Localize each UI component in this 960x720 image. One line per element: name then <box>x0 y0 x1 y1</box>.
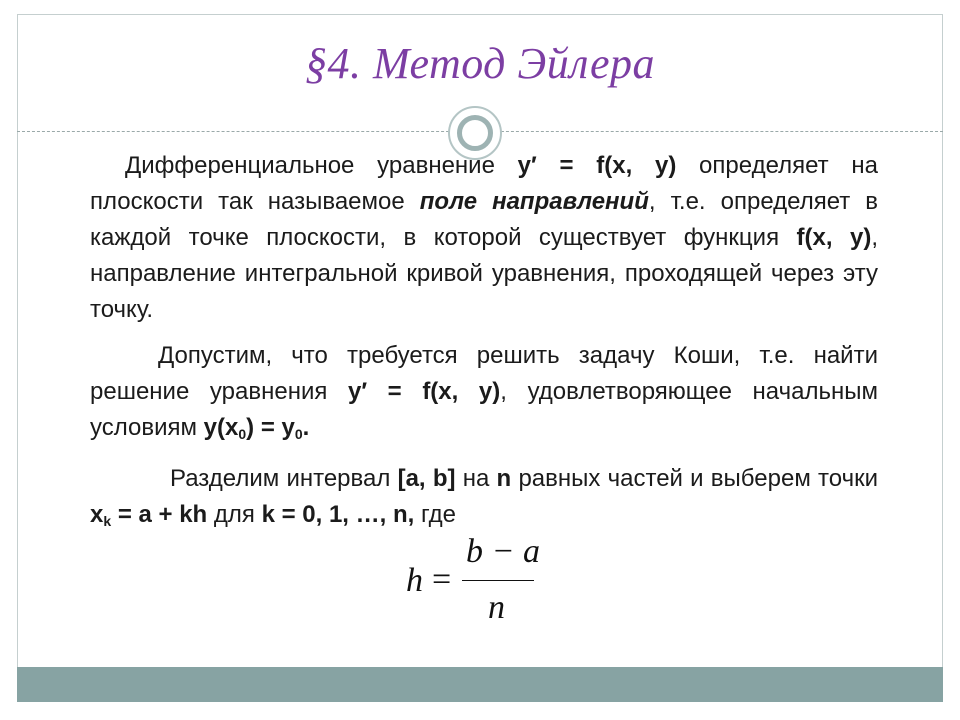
footer-bar <box>17 667 943 702</box>
ode-equation-2: y′ = f(x, y) <box>347 378 501 405</box>
k-range: k = 0, 1, …, n, <box>261 501 415 528</box>
formula-lhs: h <box>406 562 423 599</box>
step-formula <box>404 533 544 626</box>
xk-formula: $x_k = a$ + kh <box>90 501 208 529</box>
fraction-bar <box>462 580 534 581</box>
paragraph-direction-field: Дифференциальное уравнение y′ = f(x, y) определяет на плоскости так называемое поле направлений, т.е. определяет в каждой точке плоскости, в которой существует функция f(x, y), направление интегральной кривой уравнения, проходящей через эту точку. <box>90 152 879 323</box>
direction-field-term: поле направлений <box>419 188 649 215</box>
slide-title: §4. Метод Эйлера <box>304 39 656 88</box>
n-parts: n <box>496 465 512 492</box>
interval: [a, b] <box>397 465 456 492</box>
ode-equation: y′ = f(x, y) <box>517 152 677 179</box>
paragraph-cauchy-problem: Допустим, что требуется решить задачу Коши, т.е. найти решение уравнения y′ = f(x, y), удовлетворяющее начальным условиям $y(x_0) = y_0$. <box>90 342 878 442</box>
function-f: f(x, y) <box>796 224 872 251</box>
formula-equals: = <box>432 561 452 598</box>
formula-numerator: b − a <box>466 533 540 570</box>
paragraph-interval-split: Разделим интервал [a, b] на n равных частей и выберем точки $x_k = a$ + kh для k = 0, 1, …, n, где <box>90 465 879 529</box>
formula-denominator: n <box>488 589 505 626</box>
initial-condition: $y(x_0) = y_0$. <box>203 414 310 442</box>
